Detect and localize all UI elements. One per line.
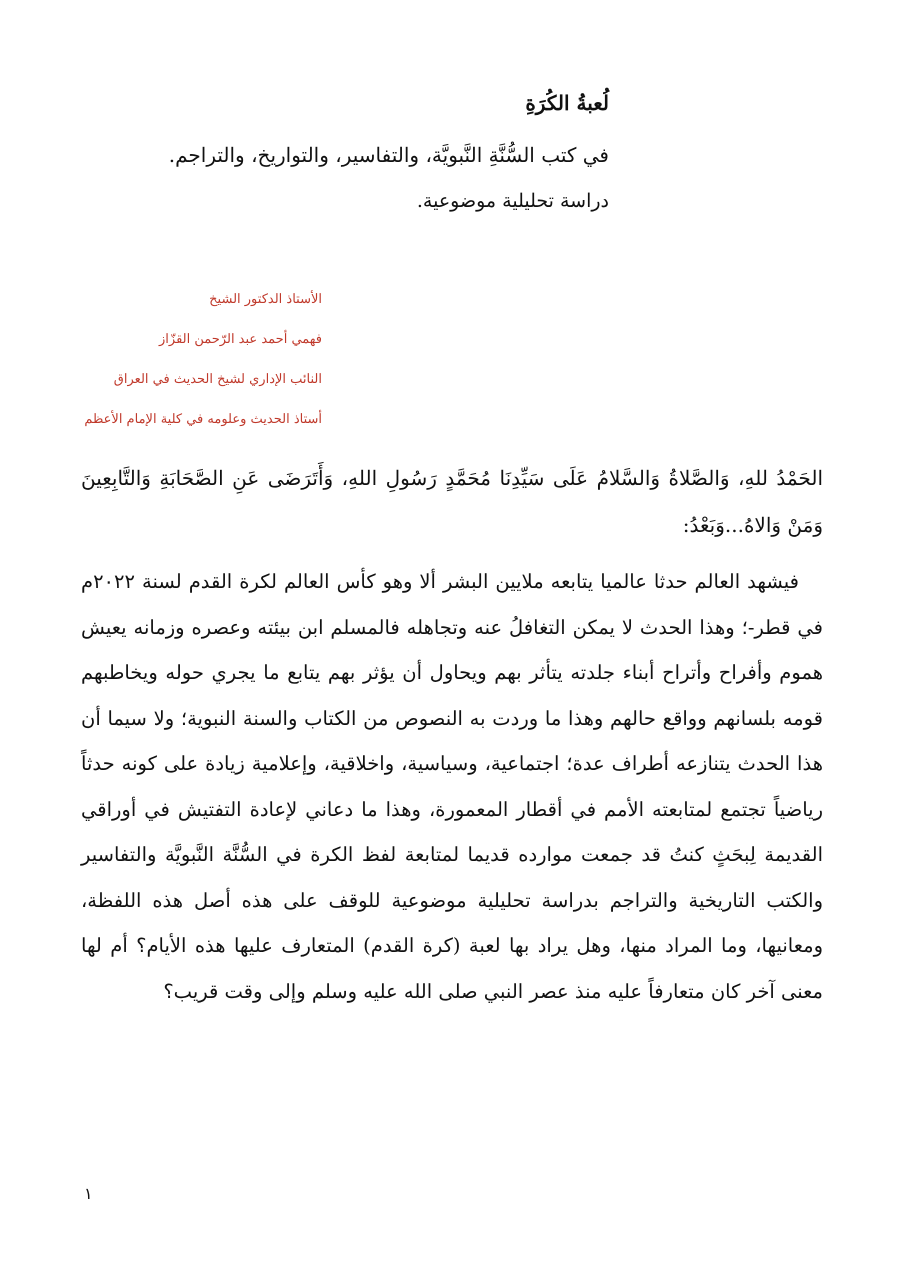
body-text — [81, 455, 823, 1014]
document-title: لُعبةُ الكُرَةِ — [525, 91, 609, 115]
page-number: ١ — [84, 1184, 93, 1203]
opening-paragraph: الحَمْدُ للهِ، وَالصَّلاةُ وَالسَّلامُ عَلَى سَيِّدِنَا مُحَمَّدٍ رَسُولِ اللهِ، وَأَتَرَضَى عَنِ الصَّحَابَةِ وَالتَّابِعِينَ وَمَنْ وَالاهُ...وَبَعْدُ: — [81, 466, 823, 537]
author-title: الأستاذ الدكتور الشيخ — [209, 292, 322, 307]
author-block — [2, 291, 322, 451]
title-block — [129, 88, 609, 215]
author-affiliation: أستاذ الحديث وعلومه في كلية الإمام الأعظم — [84, 412, 322, 427]
main-paragraph — [81, 559, 823, 1014]
study-type: دراسة تحليلية موضوعية. — [416, 190, 609, 212]
document-subtitle: في كتب السُّنَّةِ النَّبويَّة، والتفاسير، والتواريخ، والتراجم. — [168, 143, 609, 167]
author-name: فهمي أحمد عبد الرّحمن القزّاز — [159, 332, 322, 347]
author-position: النائب الإداري لشيخ الحديث في العراق — [113, 372, 322, 387]
main-paragraph-text: فيشهد العالم حدثا عالميا يتابعه ملايين البشر ألا وهو كأس العالم لكرة القدم لسنة ٢٠٢٢م في قطر-؛ وهذا الحدث لا يمكن التغافلُ عنه وتجاهله فالمسلم ابن بيئته وعصره وزمانه يعيش هموم وأفراح وأتراح أبناء جلدته يتأثر بهم ويحاول أن يؤثر بهم يتابع ما يجري حوله ويخاطبهم قومه بلسانهم وواقع حالهم وهذا ما وردت به النصوص من الكتاب والسنة النبوية؛ ولا سيما أن هذا الحدث يتنازعه أطراف عدة؛ اجتماعية، وسياسية، واخلاقية، وإعلامية زيادة على كونه حدثاً رياضياً تجتمع لمتابعته الأمم في أقطار المعمورة، وهذا ما دعاني لإعادة التفتيش في أوراقي القديمة لِبحَثٍ كنتُ قد جمعت موارده قديما لمتابعة لفظ الكرة في السُّنَّة النَّبويَّة والتفاسير والكتب التاريخية والتراجم بدراسة تحليلية موضوعية للوقف على هذه أصل هذه اللفظة، ومعانيها، وما المراد منها، وهل يراد بها لعبة (كرة القدم) المتعارف عليها هذه الأيام؟ أم لها معنى آخر كان متعارفاً عليه منذ عصر النبي صلى الله عليه وسلم وإلى وقت قريب؟ — [81, 570, 823, 1003]
